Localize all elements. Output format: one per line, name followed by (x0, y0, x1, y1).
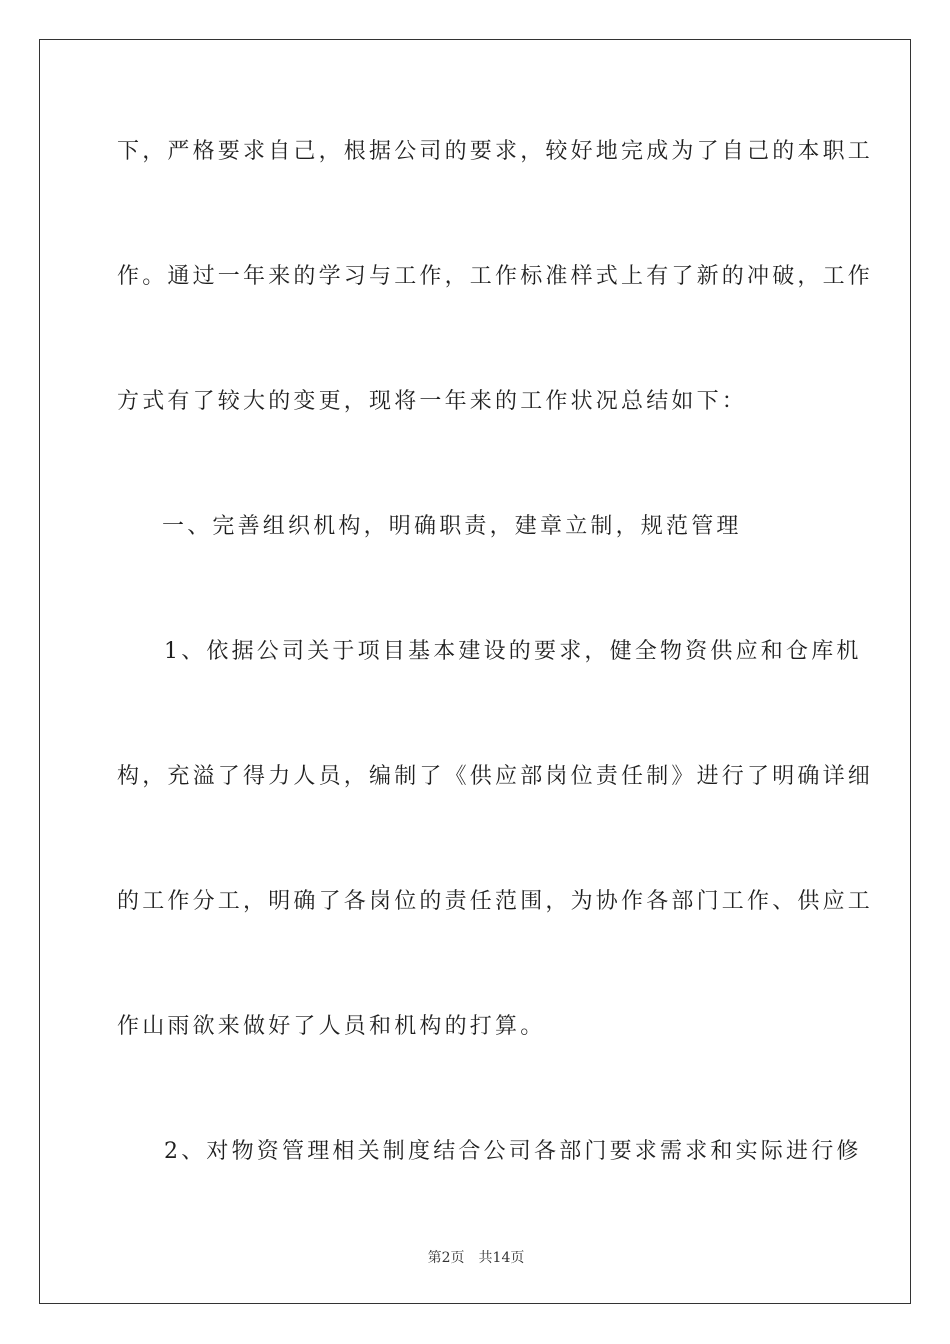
page-frame (39, 39, 911, 1304)
body-text-line: 1、依据公司关于项目基本建设的要求，健全物资供应和仓库机 (164, 639, 862, 664)
body-text-line: 的工作分工，明确了各岗位的责任范围，为协作各部门工作、供应工 (117, 889, 874, 914)
body-text-line: 构，充溢了得力人员，编制了《供应部岗位责任制》进行了明确详细 (117, 764, 874, 789)
body-text-line: 方式有了较大的变更，现将一年来的工作状况总结如下： (117, 389, 748, 414)
body-text-line: 作山雨欲来做好了人员和机构的打算。 (117, 1014, 546, 1039)
body-text-line: 下，严格要求自己，根据公司的要求，较好地完成为了自己的本职工 (117, 139, 874, 164)
page-total: 共14页 (478, 1250, 525, 1266)
section-heading: 一、完善组织机构，明确职责，建章立制，规范管理 (162, 514, 742, 539)
page-footer (40, 1247, 912, 1267)
page-number: 第2页 (427, 1250, 465, 1266)
body-text-line: 作。通过一年来的学习与工作，工作标准样式上有了新的冲破，工作 (117, 264, 874, 289)
body-text-line: 2、对物资管理相关制度结合公司各部门要求需求和实际进行修 (164, 1139, 862, 1164)
